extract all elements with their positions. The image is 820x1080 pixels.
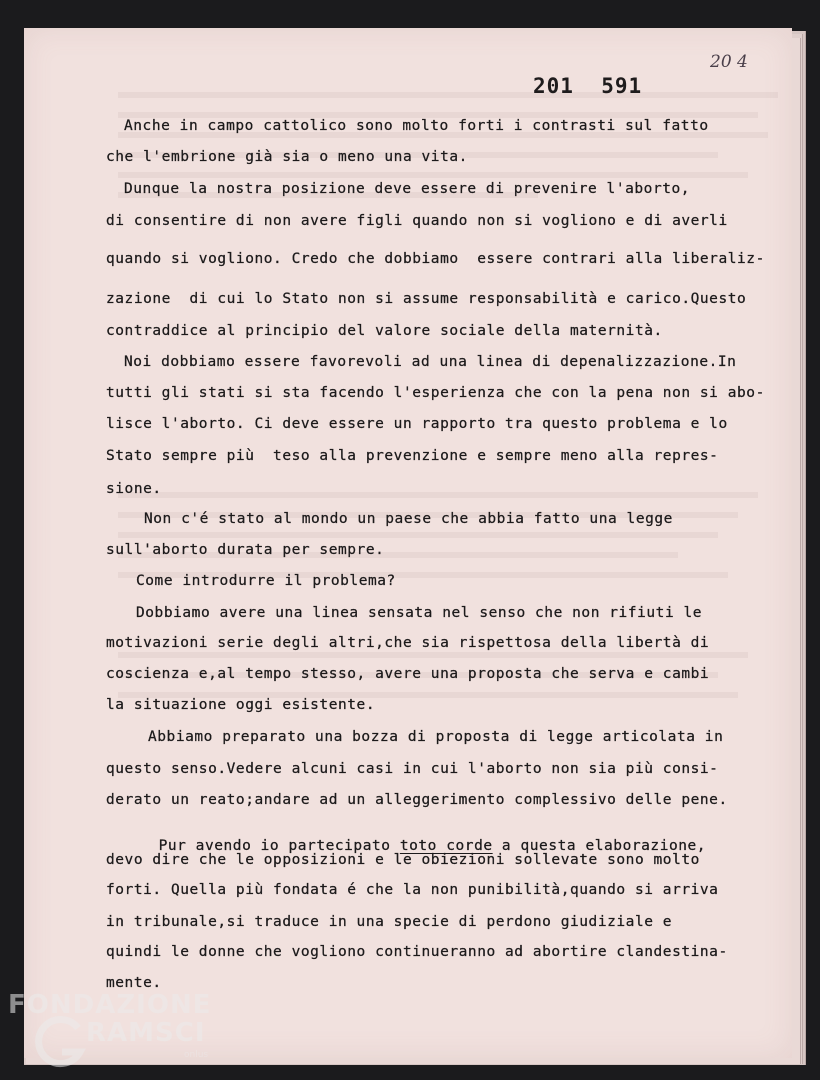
text-line: Non c'é stato al mondo un paese che abbia fatto una legge	[144, 511, 673, 527]
watermark-line1: FONDAZIONE	[8, 990, 212, 1020]
text-line: Noi dobbiamo essere favorevoli ad una linea di depenalizzazione.In	[124, 354, 737, 370]
text-line	[140, 822, 706, 854]
text-line: la situazione oggi esistente.	[106, 697, 376, 713]
text-line: Dunque la nostra posizione deve essere di prevenire l'aborto,	[124, 181, 691, 197]
gramsci-g-icon	[34, 1014, 88, 1070]
text-line: sione.	[106, 481, 162, 497]
text-line: Stato sempre più teso alla prevenzione e sempre meno alla repres-	[106, 448, 719, 464]
text-line: che l'embrione già sia o meno una vita.	[106, 149, 468, 165]
page-number: 201 591	[533, 74, 643, 98]
watermark-suffix: onlus	[184, 1050, 209, 1060]
text-line: devo dire che le opposizioni e le obiezioni sollevate sono molto	[106, 852, 700, 868]
text-line: tutti gli stati si sta facendo l'esperienza che con la pena non si abo-	[106, 385, 765, 401]
text-line: forti. Quella più fondata é che la non punibilità,quando si arriva	[106, 882, 719, 898]
text-line: contraddice al principio del valore sociale della maternità.	[106, 323, 663, 339]
text-line: derato un reato;andare ad un alleggerimento complessivo delle pene.	[106, 792, 728, 808]
handwritten-page-number: 20 4	[710, 52, 748, 72]
watermark-line2: RAMSCI	[86, 1018, 206, 1048]
text-line: quindi le donne che vogliono continueranno ad abortire clandestina-	[106, 944, 728, 960]
text-line: quando si vogliono. Credo che dobbiamo essere contrari alla liberaliz-	[106, 251, 765, 267]
text-line: di consentire di non avere figli quando non si vogliono e di averli	[106, 213, 728, 229]
text-line: sull'aborto durata per sempre.	[106, 542, 385, 558]
text-segment: a questa elaborazione,	[492, 838, 707, 854]
text-line: coscienza e,al tempo stesso, avere una proposta che serva e cambi	[106, 666, 710, 682]
text-line: in tribunale,si traduce in una specie di perdono giudiziale e	[106, 914, 673, 930]
text-line: Dobbiamo avere una linea sensata nel senso che non rifiuti le	[136, 605, 703, 621]
fondazione-gramsci-watermark	[4, 990, 219, 1080]
text-line: Come introdurre il problema?	[136, 573, 396, 589]
text-line: lisce l'aborto. Ci deve essere un rapporto tra questo problema e lo	[106, 416, 728, 432]
text-line: Abbiamo preparato una bozza di proposta di legge articolata in	[148, 729, 724, 745]
text-line: questo senso.Vedere alcuni casi in cui l'aborto non sia più consi-	[106, 761, 719, 777]
text-line: zazione di cui lo Stato non si assume responsabilità e carico.Questo	[106, 291, 747, 307]
text-line: mente.	[106, 975, 162, 991]
text-line: Anche in campo cattolico sono molto forti i contrasti sul fatto	[124, 118, 709, 134]
underlined-phrase: toto corde	[399, 838, 493, 854]
text-line: motivazioni serie degli altri,che sia rispettosa della libertà di	[106, 635, 710, 651]
text-segment: Pur avendo io partecipato	[158, 838, 400, 854]
